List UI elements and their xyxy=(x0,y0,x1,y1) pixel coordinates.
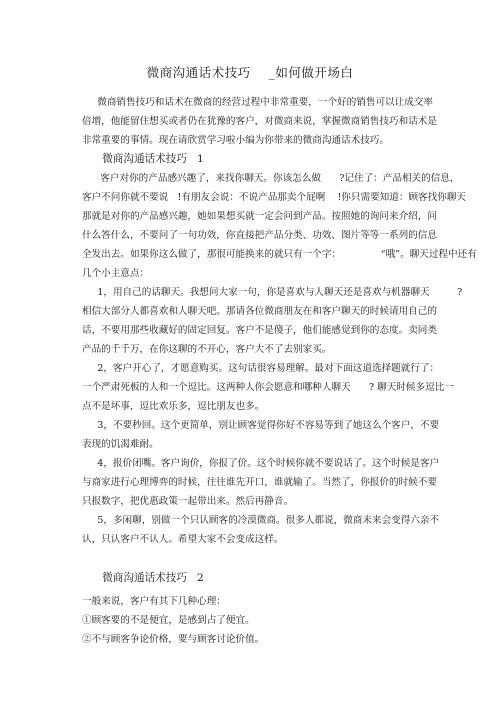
text-line: 表现的饥渴难耐。 xyxy=(82,439,159,450)
text-line: 认，只认客户不认人。希望大家不会变成这样。 xyxy=(82,534,284,545)
text-line: 几个小主意点： xyxy=(82,268,150,279)
section-heading: 微商沟通话术技巧 2 xyxy=(82,572,204,584)
intro-paragraph xyxy=(82,93,437,150)
text-line: 倍增，他能留住想买或者仍在犹豫的客户，对微商来说，掌握微商销售技巧和话术是 xyxy=(82,116,437,127)
text-line: 与商家进行心理博弈的时候，往往谁先开口，谁就输了。当然了，你报价的时候不要 xyxy=(82,477,437,488)
section-heading: 微商沟通话术技巧 1 xyxy=(82,153,204,165)
section-2 xyxy=(82,569,422,649)
text-line: 一般来说，客户有其下几种心理： xyxy=(82,596,226,607)
text-line: 非常重要的事情。现在请欣赏学习啦小编为你带来的微商沟通话术技巧。 xyxy=(82,135,389,146)
text-line: 全发出去。如果你这么做了，那很可能换来的就只有一个字： “哦”。聊天过程中还有 xyxy=(82,249,477,260)
text-line: ②不与顾客争论价格，要与顾客讨论价值。 xyxy=(82,634,265,645)
text-line: 微商销售技巧和话术在微商的经营过程中非常重要，一个好的销售可以让成交率 xyxy=(82,97,434,108)
text-line: 一个严肃死板的人和一个逗比。这两种人你会愿意和哪种人聊天 ? 聊天时候多逗比一 xyxy=(82,382,454,393)
text-line: ①顾客要的不是便宜，是感到占了便宜。 xyxy=(82,615,255,626)
text-line: 客户不问你就不要说 !有朋友会说：不说产品那卖个屁啊 !你只需要知道：顾客找你聊天 xyxy=(82,192,467,203)
text-line: 那就是对你的产品感兴趣，她如果想买就一定会问到产品。按照她的询问来介绍，问 xyxy=(82,211,437,222)
text-line: 1，用自己的话聊天。我想问大家一句，你是喜欢与人聊天还是喜欢与机器聊天 ? xyxy=(82,287,463,298)
text-line: 4，报价闭嘴。客户询价，你报了价。这个时候你就不要说话了。这个时候是客户 xyxy=(82,458,440,469)
text-line: 产品的千千万，在你这聊的不开心，客户大不了去别家买。 xyxy=(82,344,332,355)
text-line: 什么答什么，不要问了一句功效，你直接把产品分类、功效、图片等等一系列的信息 xyxy=(82,230,437,241)
text-line: 5，多闲聊，别做一个只认顾客的冷漠微商。很多人都说，微商未来会变得六亲不 xyxy=(82,515,440,526)
text-line: 客户对你的产品感兴趣了，来找你聊天。你该怎么做 ?记住了：产品相关的信息， xyxy=(82,173,460,184)
text-line: 只报数字，把优惠政策一起带出来。然后再静音。 xyxy=(82,496,294,507)
section-1 xyxy=(82,150,477,549)
text-line: 点不是坏事，逗比欢乐多，逗比朋友也多。 xyxy=(82,401,265,412)
text-line: 相信大部分人都喜欢和人聊天吧。那请各位微商朋友在和客户聊天的时候请用自己的 xyxy=(82,306,437,317)
page-title: 微商沟通话术技巧 _如何做开场白 xyxy=(146,65,354,80)
text-line: 3，不要秒回。这个更简单，别让顾客觉得你好不容易等到了她这么个客户，不要 xyxy=(82,420,440,431)
text-line: 话，不要用那些收藏好的固定回复。客户不是傻子，他们能感觉到你的态度。卖同类 xyxy=(82,325,437,336)
text-line: 2，客户开心了，才愿意购买。这句话很容易理解。最对下面这道选择题就行了： xyxy=(82,363,440,374)
